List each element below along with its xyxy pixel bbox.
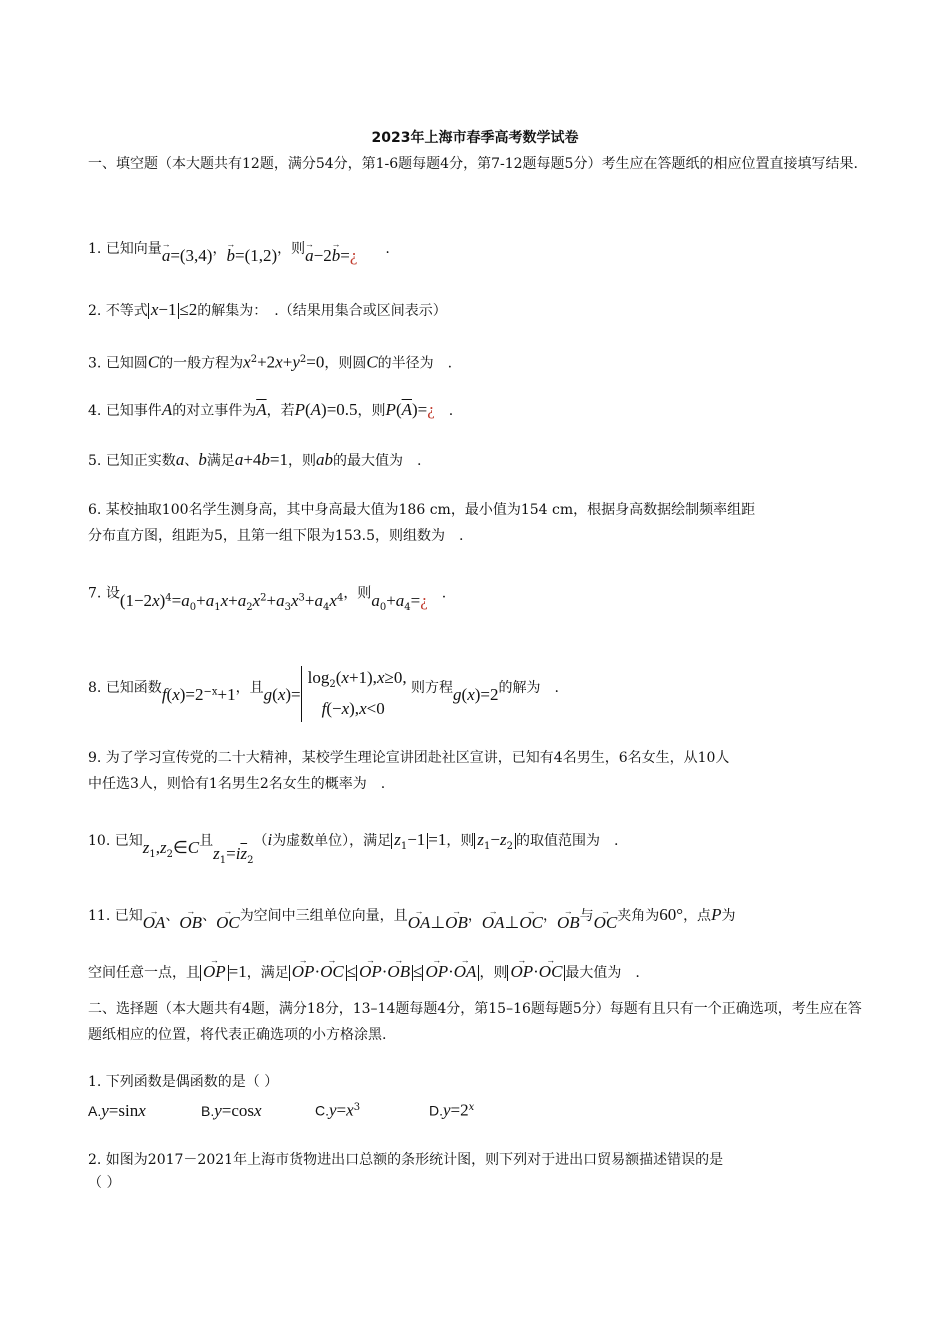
- q11-text3: 与: [579, 908, 594, 924]
- q4-text3: ，若: [266, 403, 295, 419]
- q5-text3: ，则: [288, 453, 316, 469]
- q11-text6: 为: [721, 908, 736, 924]
- section2-heading: 二、选择题（本大题共有4题，满分18分，13–14题每题4分，第15–16题每题5分）每题有且只有一个正确选项，考生应在答题纸相应的位置，将代表正确选项的小方格涂黑.: [88, 1001, 862, 1043]
- q11-text2: 为空间中三组单位向量，且: [239, 908, 408, 924]
- choice-question-2: 2. 如图为2017－2021年上海市货物进出口总额的条形统计图，则下列对于进出口贸易额描述错误的是: [88, 1152, 724, 1168]
- question-8: 8. 已知函数$f(x)=2^{-x}+1$，且g(x)= $\log_2(x+1),x\ge 0$, f(−x),x<0 则方程g(x)=2的解为 .: [88, 660, 868, 716]
- q7-number: 7.: [88, 585, 102, 602]
- q8-text3: 则方程: [411, 679, 454, 696]
- q4-number: 4.: [88, 403, 102, 419]
- q4-text2: 的对立事件为: [172, 403, 257, 419]
- question-10: 10. 已知$z_1,z_2\in C$且$z_1=i\overline{z}_2(i$为虚数单位），满足 $z_1-1 =1$，则 $z_1-z_2$ 的取值范围为 .: [88, 830, 619, 866]
- q3-number: 3.: [88, 355, 102, 372]
- question-4: 4. 已知事件A的对立事件为$\overline{A}$，若P(A)=0.5，则$P(\overline{A})=¿$ .: [88, 400, 454, 419]
- q11-text: 已知: [114, 908, 143, 924]
- question-9: [88, 745, 868, 797]
- option-d: $D.y=2^x$: [429, 1100, 475, 1120]
- q5-end: 的最大值为 .: [333, 453, 422, 469]
- q2-text: 不等式: [105, 303, 148, 319]
- q10-text2: 且: [199, 833, 214, 849]
- q1-text2: ，则: [277, 241, 306, 257]
- q1-text: 已知向量: [105, 241, 162, 257]
- q10-number: 10.: [88, 833, 111, 849]
- q6-line1: 6. 某校抽取100名学生测身高，其中身高最大值为186 cm，最小值为154 cm，根据身高数据绘制频率组距: [88, 502, 756, 518]
- question-7: 7. 设$(1-2x)^4=a_0+a_1x+a_2x^2+a_3x^3+a_4x^4$，则$a_0+a_4=¿$ .: [88, 585, 447, 613]
- question-3: 3. 已知圆C的一般方程为$x^2+2x+y^2=0$，则圆C的半径为 .: [88, 352, 453, 372]
- q11-text5: ，点: [683, 908, 712, 924]
- q8-text2: ，且: [235, 679, 264, 696]
- q11-number: 11.: [88, 908, 111, 924]
- q8-number: 8.: [88, 679, 102, 696]
- q11-line2-end: 最大值为 .: [565, 965, 640, 981]
- question-6: [88, 497, 868, 549]
- q4-text4: ，则: [357, 403, 386, 419]
- q2-number: 2.: [88, 303, 102, 319]
- option-b-label: B.: [201, 1102, 215, 1119]
- question-5: 5. 已知正实数a、b满足a+4b=1，则ab的最大值为 .: [88, 450, 422, 469]
- option-d-label: D.: [429, 1102, 443, 1119]
- q3-text: 已知圆: [105, 355, 148, 372]
- question-11: 11. 已知→ OA、→ OB、→ OC为空间中三组单位向量，且→ OA⊥→ OB，→ OA⊥→ OC，→ OB与→ OC夹角为60°，点P为: [88, 903, 868, 928]
- q10-text3: 为虚数单位），满足: [272, 833, 392, 849]
- q3-text3: ，则圆: [324, 355, 367, 372]
- q10-end: 的取值范围为 .: [515, 833, 619, 849]
- q1-end: .: [385, 241, 390, 257]
- choice-question-1-options: [88, 1096, 474, 1124]
- option-a-label: A.: [88, 1102, 102, 1119]
- q7-text: 设: [105, 585, 120, 602]
- q5-text2: 满足: [206, 453, 235, 469]
- q11-line2-text3: ，则: [479, 965, 508, 981]
- q5-text: 已知正实数: [105, 453, 176, 469]
- q1-sep: ，: [212, 241, 227, 257]
- q8-end: 的解为 .: [498, 679, 559, 696]
- q9-line2: 中任选3人，则恰有1名男生2名女生的概率为 .: [88, 776, 386, 792]
- q6-line2: 分布直方图，组距为5，且第一组下限为153.5，则组数为 .: [88, 528, 464, 544]
- option-c: $C.y=x^3$: [315, 1100, 361, 1120]
- q7-end: .: [441, 585, 447, 602]
- exam-title: 2023年上海市春季高考数学试卷: [371, 130, 579, 146]
- choice-question-1: 1. 下列函数是偶函数的是（ ）: [88, 1074, 279, 1090]
- q11-line2-text: 空间任意一点，且: [88, 965, 200, 981]
- q9-line1: 9. 为了学习宣传党的二十大精神，某校学生理论宣讲团赴社区宣讲，已知有4名男生，6名女生，从10人: [88, 750, 730, 766]
- q11-line2-text2: ，满足: [246, 965, 289, 981]
- q11-text4: 夹角为: [617, 908, 660, 924]
- option-c-label: C.: [315, 1102, 329, 1119]
- q3-text2: 的一般方程为: [159, 355, 244, 372]
- q5-number: 5.: [88, 453, 102, 469]
- option-a: A.y=sinx: [88, 1100, 146, 1120]
- q10-text: 已知: [114, 833, 143, 849]
- q3-end: 的半径为 .: [377, 355, 453, 372]
- option-b: B.y=cosx: [201, 1100, 262, 1120]
- q8-text: 已知函数: [105, 679, 162, 696]
- q4-text: 已知事件: [105, 403, 162, 419]
- q1-number: 1.: [88, 241, 102, 257]
- q4-end: .: [448, 403, 454, 419]
- q2-end: 的解集为： .（结果用集合或区间表示）: [197, 303, 447, 319]
- section1-heading: 一、填空题（本大题共有12题，满分54分，第1-6题每题4分，第7-12题每题5分）考生应在答题纸的相应位置直接填写结果.: [88, 156, 858, 172]
- q7-text2: ，则: [343, 585, 372, 602]
- q10-text4: ，则: [446, 833, 475, 849]
- question-2: 2. 不等式 x−1 ≤2的解集为： .（结果用集合或区间表示）: [88, 300, 447, 319]
- q10-paren: （: [253, 833, 268, 849]
- choice-question-2-paren: （ ）: [88, 1175, 121, 1191]
- question-11-line2: 空间任意一点，且 → OP =1，满足 → OP·→ OC ≤ → OP·→ OB ≤ → OP·→ OA ，则 → OP·→ OC 最大值为 .: [88, 960, 868, 985]
- question-1: 1. 已知向量→ a=(3,4)，→ b=(1,2)，则→ a−2→ b=¿ .: [88, 236, 868, 261]
